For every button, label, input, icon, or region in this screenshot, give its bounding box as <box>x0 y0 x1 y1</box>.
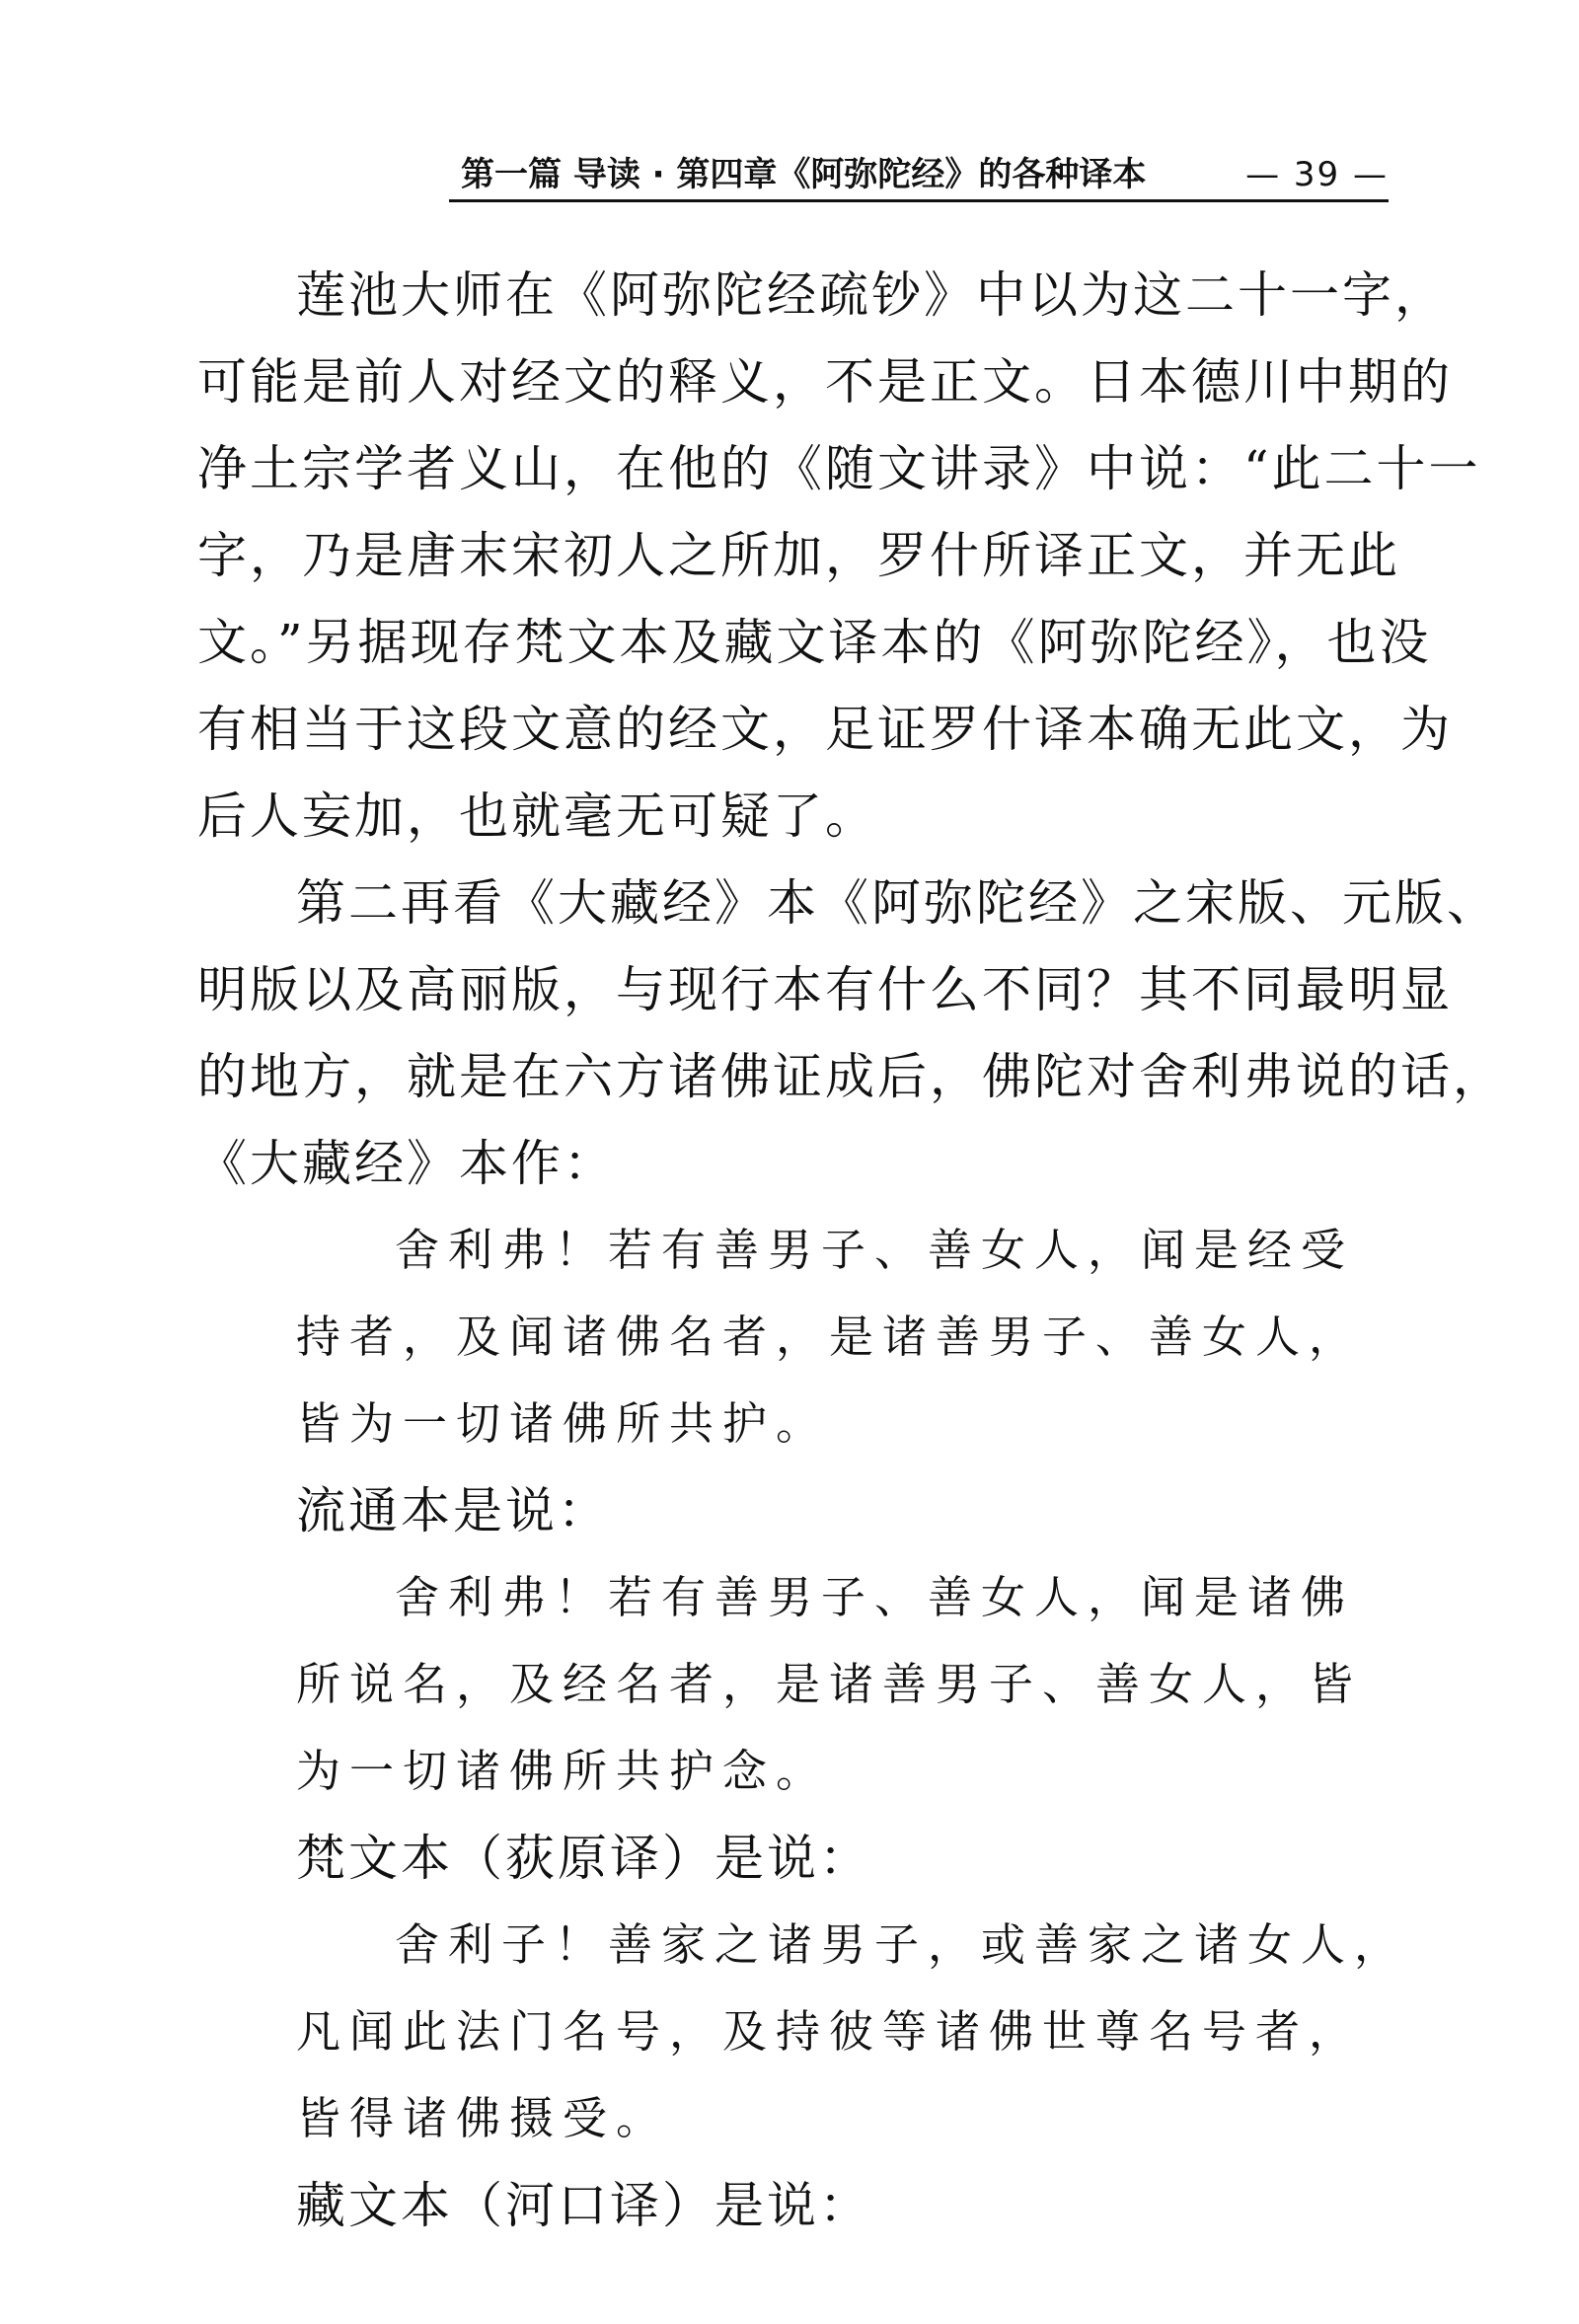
quote-1-line-3: 皆为一切诸佛所共护。 <box>296 1397 830 1450</box>
paragraph-1-line-2: 可能是前人对经文的释义，不是正文。日本德川中期的 <box>197 353 1453 411</box>
paragraph-1-line-7: 后人妄加，也就毫无可疑了。 <box>197 787 877 845</box>
paragraph-2-line-4: 《大藏经》本作： <box>197 1135 616 1192</box>
paragraph-2-line-1: 第二再看《大藏经》本《阿弥陀经》之宋版、元版、 <box>296 874 1499 932</box>
quote-3-line-3: 皆得诸佛摄受。 <box>296 2092 670 2144</box>
quote-1-line-1: 舍利弗！若有善男子、善女人，闻是经受 <box>395 1224 1355 1276</box>
paragraph-2-line-2: 明版以及高丽版，与现行本有什么不同？其不同最明显 <box>197 961 1453 1018</box>
chapter-title: 第一篇 导读 · 第四章《阿弥陀经》的各种译本 <box>461 155 1147 194</box>
lead-tibetan: 藏文本（河口译）是说： <box>296 2177 871 2234</box>
lead-sanskrit: 梵文本（荻原译）是说： <box>296 1830 871 1887</box>
quote-2-line-3: 为一切诸佛所共护念。 <box>296 1745 830 1797</box>
running-head <box>449 148 1389 201</box>
paragraph-1-line-1: 莲池大师在《阿弥陀经疏钞》中以为这二十一字， <box>296 266 1447 324</box>
quote-1-line-2: 持者，及闻诸佛名者，是诸善男子、善女人， <box>296 1311 1363 1363</box>
page-body <box>197 252 1505 2249</box>
lead-liutong: 流通本是说： <box>296 1482 610 1539</box>
paragraph-1-line-5: 文。”另据现存梵文本及藏文译本的《阿弥陀经》，也没 <box>197 614 1432 671</box>
quote-2-line-2: 所说名，及经名者，是诸善男子、善女人，皆 <box>296 1658 1363 1710</box>
paragraph-2-line-3: 的地方，就是在六方诸佛证成后，佛陀对舍利弗说的话， <box>197 1048 1505 1105</box>
header-rule <box>449 199 1389 202</box>
paragraph-1-line-6: 有相当于这段文意的经文，足证罗什译本确无此文，为 <box>197 701 1453 758</box>
quote-3-line-2: 凡闻此法门名号，及持彼等诸佛世尊名号者， <box>296 2005 1363 2058</box>
quote-3-line-1: 舍利子！善家之诸男子，或善家之诸女人， <box>395 1918 1408 1971</box>
page-number: — 39 — <box>1245 155 1389 194</box>
quote-2-line-1: 舍利弗！若有善男子、善女人，闻是诸佛 <box>395 1571 1355 1623</box>
paragraph-1-line-4: 字，乃是唐末宋初人之所加，罗什所译正文，并无此 <box>197 527 1400 584</box>
paragraph-1-line-3: 净土宗学者义山，在他的《随文讲录》中说：“此二十一 <box>197 440 1481 497</box>
